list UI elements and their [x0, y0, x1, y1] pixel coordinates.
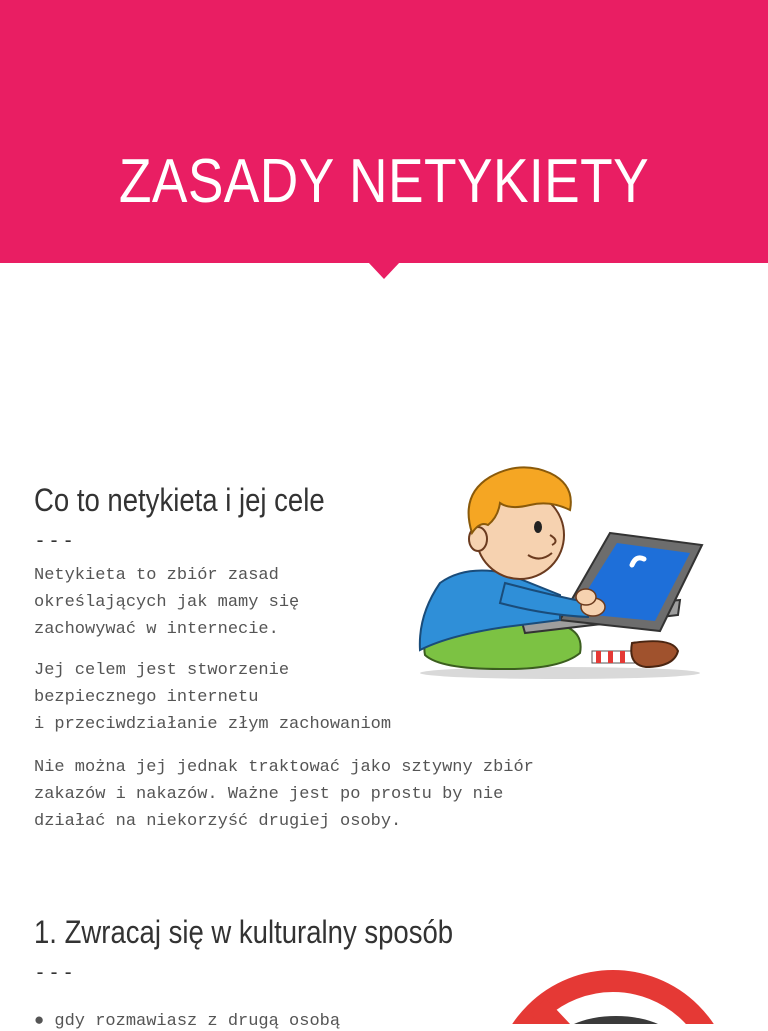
bullet-item-partial: ● gdy rozmawiasz z drugą osobą	[34, 1012, 341, 1031]
paragraph-definition: Netykieta to zbiór zasad określających jak mamy się zachowywać w internecie.	[34, 566, 300, 639]
rule-1-divider: ---	[34, 960, 77, 984]
boy-with-laptop-illustration	[410, 455, 710, 685]
page-title: ZASADY NETYKIETY	[118, 147, 650, 216]
rule-1-heading: 1. Zwracaj się w kulturalny sposób	[34, 914, 454, 950]
paragraph-goal: Jej celem jest stworzenie bezpiecznego internetu i przeciwdziałanie złym zachowaniom	[34, 661, 392, 734]
banner-notch	[368, 262, 400, 279]
paragraph-note: Nie można jej jednak traktować jako sztywny zbiór zakazów i nakazów. Ważne jest po prostu by nie działać na niekorzyść drugiej osoby.	[34, 758, 534, 831]
heading-divider: ---	[34, 528, 77, 552]
forbidden-sign-icon	[488, 966, 738, 1024]
section-heading-netykieta: Co to netykieta i jej cele	[34, 482, 325, 518]
